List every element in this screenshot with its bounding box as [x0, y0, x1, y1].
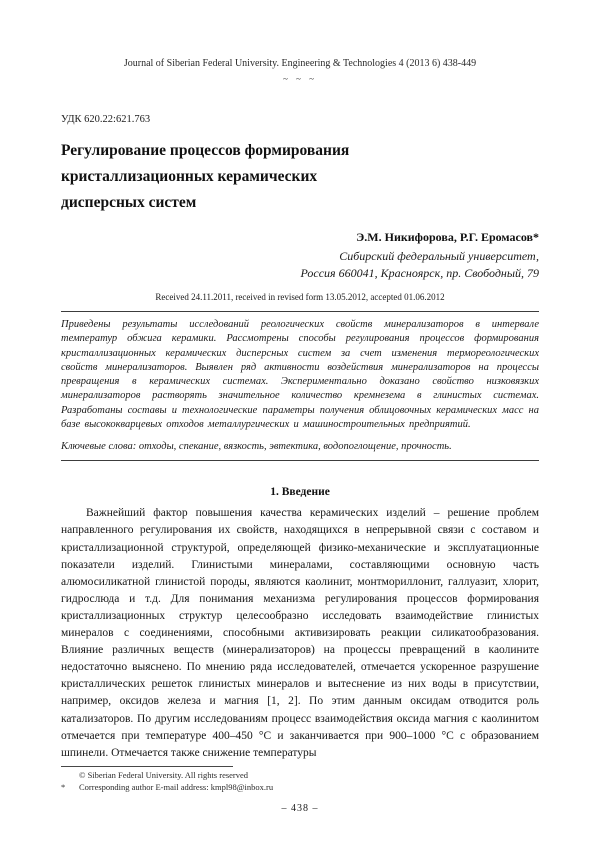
received-dates: Received 24.11.2011, received in revised form 13.05.2012, accepted 01.06.2012 [155, 292, 445, 302]
copyright-line [61, 769, 539, 782]
corresponding-author-line [61, 781, 539, 794]
page-number: – 438 – [281, 802, 319, 814]
copyright-text: © Siberian Federal University. All rights reserved [79, 769, 249, 780]
udk-code: УДК 620.22:621.763 [61, 114, 151, 125]
affiliation-line2: Россия 660041, Красноярск, пр. Свободный, 79 [300, 265, 539, 280]
affiliation-line1: Сибирский федеральный университет, [339, 249, 539, 263]
abstract-bottom-rule [61, 460, 539, 461]
abstract-top-rule [61, 311, 539, 312]
section-heading-introduction: 1. Введение [270, 486, 330, 499]
article-title-line3: дисперсных систем [61, 194, 197, 211]
keywords-line: Ключевые слова: отходы, спекание, вязкость, эвтектика, водопоглощение, прочность. [61, 441, 452, 453]
footnote-rule [61, 766, 233, 767]
article-title-line1: Регулирование процессов формирования [61, 142, 350, 159]
corresponding-author-text: Corresponding author E-mail address: kmpl98@inbox.ru [79, 782, 274, 793]
affiliation [61, 248, 539, 281]
footnote-asterisk: * [61, 782, 66, 793]
authors-block [61, 229, 539, 281]
introduction-paragraph: Важнейший фактор повышения качества керамических изделий – решение проблем направленного регулирования их свойств, находящихся в непрерывной связи с составом и кристаллизационной структурой, определяющей физико-механические и эксплуатационные показатели изделий. Глинистыми минералами, составляющими основную часть алюмосиликатной глинистой породы, являются каолинит, монтмориллонит, галлуазит, хлорит, гидрослюда и т.д. Для понимания механизма регулирования процессов формирования кристаллизационных структур целесообразно исследовать взаимодействие глинистых минералов с соединениями, способными активизировать реакции силикатообразования. Влияние различных веществ (минерализаторов) на процессы превращений в каолините недостаточно выяснено. По мнению ряда исследователей, отмечается ускоренное разрушение кристаллических решеток глинистых минералов и вытеснение из них воды в присутствии, например, оксидов железа и магния [1, 2]. По этим данным оксидам отводится роль катализаторов. По другим исследованиям процесс взаимодействия оксида магния с каолинитом отмечается при температуре 400–450 °С и заканчивается при 900–1000 °С с образованием шпинели. Отмечается также снижение температуры [61, 507, 539, 759]
journal-header: Journal of Siberian Federal University. Engineering & Technologies 4 (2013 6) 438-449 [123, 58, 477, 69]
article-title [61, 138, 539, 216]
article-title-line2: кристаллизационных керамических [61, 168, 318, 185]
footnote-block [61, 766, 539, 794]
ornament-divider: ~ ~ ~ [282, 74, 318, 84]
abstract-text: Приведены результаты исследований реологических свойств минерализаторов в интервале температур обжига керамики. Рассмотрены способы регулирования процессов формирования кристаллизационных керамических дисперсных систем за счет изменения термореологических свойств минерализаторов. Выявлен ряд активности воздействия минерализаторов на процессы превращения в керамических системах. Экспериментально доказано свойство низковязких минерализаторов растворять значительное количество кремнезема в глинистых системах. Разработаны составы и технологические параметры получения облицовочных керамических масс на базе высококварцевых отходов металлургических и машиностроительных предприятий. [61, 319, 539, 431]
authors-line: Э.М. Никифорова, Р.Г. Еромасов* [356, 230, 539, 244]
